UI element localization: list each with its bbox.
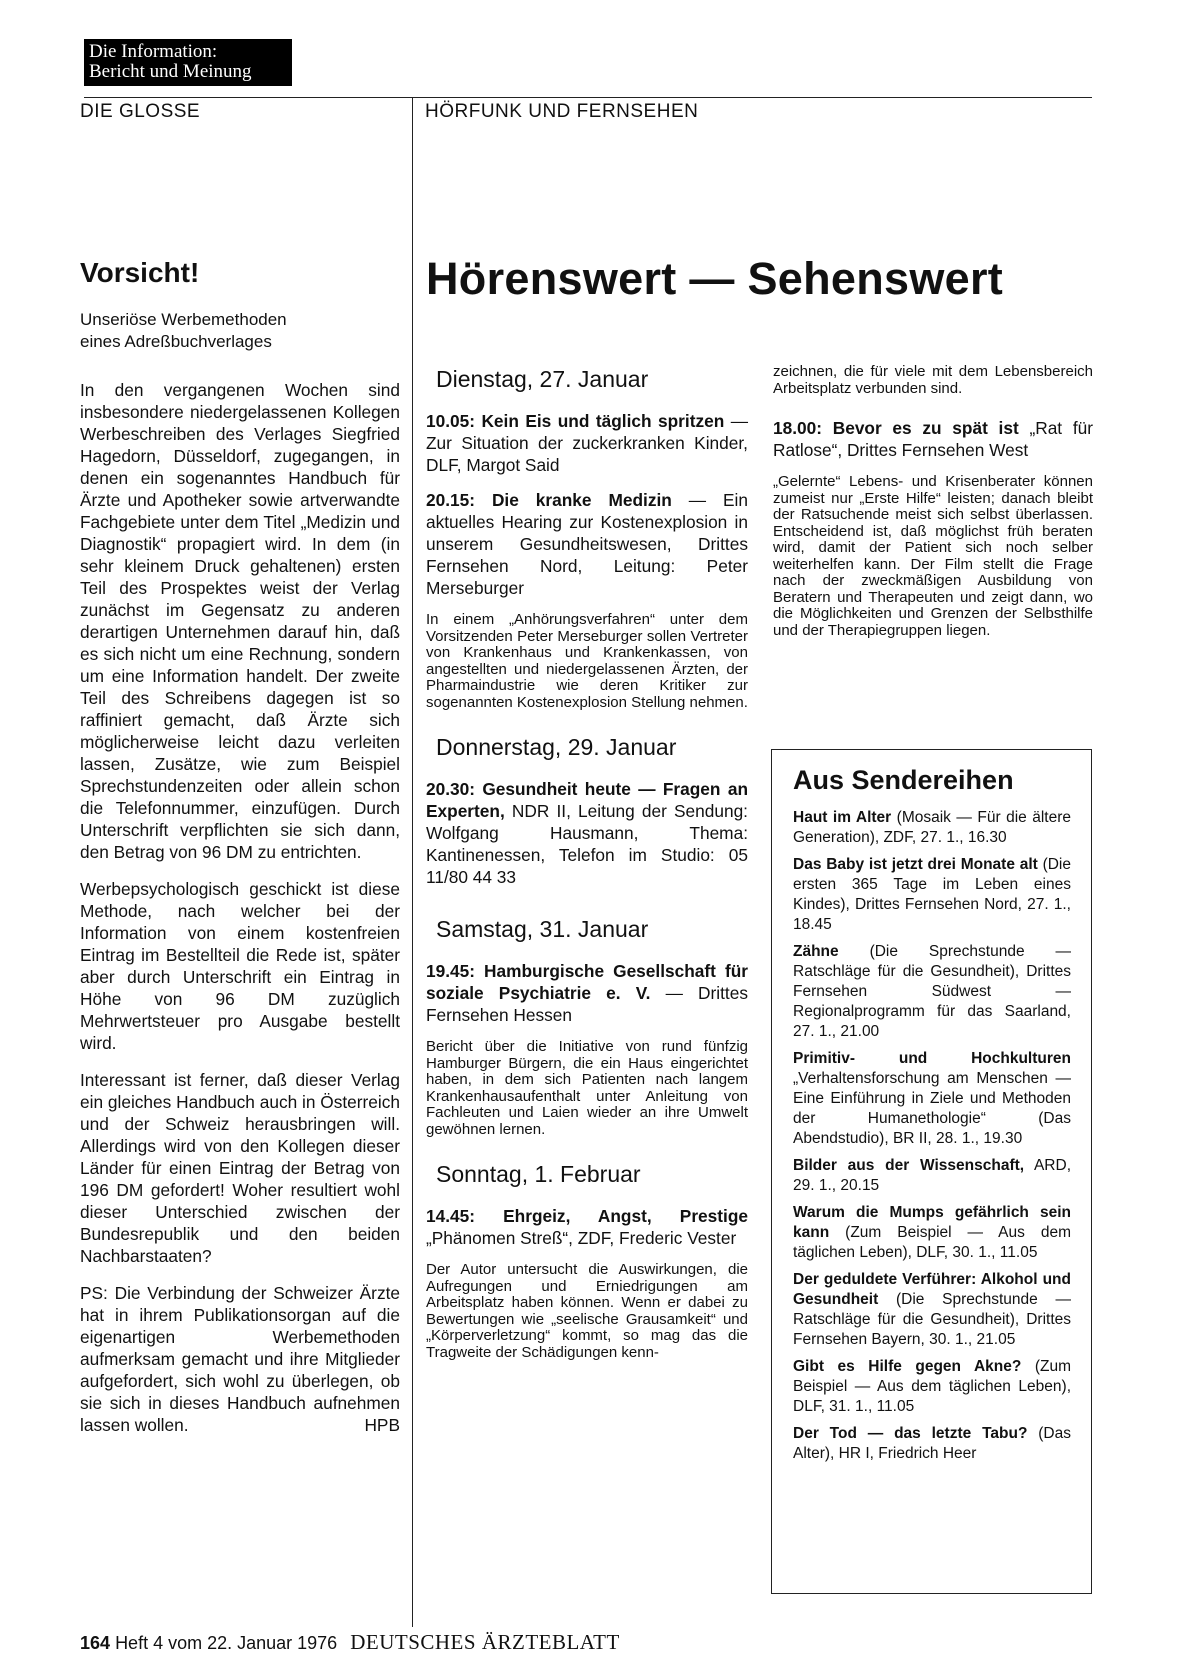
series-item-text: (Die Sprechstunde — Ratschläge für die Gesundheit), Drittes Fernsehen Bayern, 30. 1., 21.05	[793, 1291, 1071, 1348]
series-item-text: (Zum Beispiel — Aus dem täglichen Leben), DLF, 31. 1., 11.05	[793, 1358, 1071, 1415]
series-item	[793, 1203, 1071, 1263]
series-item-title: Warum die Mumps gefährlich sein kann	[793, 1204, 1071, 1241]
program-description: In einem „Anhörungsverfahren“ unter dem Vorsitzenden Peter Merseburger sollen Vertreter von Krankenhaus und Krankenkassen, von angestellten und niedergelassenen Ärzten, der Pharmaindustrie wie deren Kritiker zur sogenannten Kostenexplosion Stellung nehmen.	[426, 611, 748, 711]
section-label-radio-tv: HÖRFUNK UND FERNSEHEN	[425, 101, 699, 122]
glosse-subtitle-line-1: Unseriöse Werbemethoden	[80, 310, 287, 329]
program-description-continued: zeichnen, die für viele mit dem Lebensbereich Arbeitsplatz verbunden sind.	[773, 363, 1093, 397]
series-item-title: Primitiv- und Hochkulturen	[793, 1050, 1071, 1067]
glosse-title: Vorsicht!	[80, 257, 200, 288]
program-description: Der Autor untersucht die Auswirkungen, die Aufregungen und Erniedrigungen am Arbeitsplatz haben können. Wenn er dabei zu Bewertungen wie „seelische Grausamkeit“ und „Körperverletzung“ kommt, so mag das die Tragweite der Schädigungen kenn-	[426, 1261, 748, 1361]
program-entry	[426, 960, 748, 1026]
program-entry-text: — Zur Situation der zuckerkranken Kinder, DLF, Margot Said	[426, 411, 748, 475]
program-entry-text: — Ein aktuelles Hearing zur Kostenexplosion in unserem Gesundheitswesen, Drittes Fernsehen Nord, Leitung: Peter Merseburger	[426, 490, 748, 598]
day-heading-saturday: Samstag, 31. Januar	[436, 916, 649, 942]
glosse-subtitle	[80, 309, 400, 353]
program-description: „Gelernte“ Lebens- und Krisenberater können zumeist nur „Erste Hilfe“ leisten; danach bleibt der Ratsuchende meist sich selbst überlassen. Entscheidend ist, daß möglichst früh beraten wird, damit der Patient sich noch selber weiterhelfen kann. Der Film stellt die Frage nach der zweckmäßigen Ausbildung von Beratern und Therapeuten und zeigt dann, wo die Möglichkeiten und Grenzen der Selbsthilfe und der Therapiegruppen liegen.	[773, 473, 1093, 639]
series-item	[793, 1424, 1071, 1464]
program-entry-title: 18.00: Bevor es zu spät ist	[773, 418, 1019, 438]
column-divider	[412, 97, 413, 1627]
program-entry	[426, 489, 748, 599]
main-title: Hörenswert — Sehenswert	[426, 253, 1004, 304]
section-label-glosse: DIE GLOSSE	[80, 101, 201, 122]
program-description: Bericht über die Initiative von rund fünfzig Hamburger Bürgern, die ein Haus eingerichtet haben, in dem sich Patienten nach langem Krankenhausaufenthalt unter Anleitung von Fachleuten und Laien wieder an ihre Umwelt gewöhnen lernen.	[426, 1038, 748, 1138]
glosse-column	[80, 379, 400, 1451]
page-number: 164	[80, 1633, 111, 1653]
program-entry-title: 14.45: Ehrgeiz, Angst, Prestige	[426, 1206, 748, 1226]
day-heading-thursday: Donnerstag, 29. Januar	[436, 734, 677, 760]
series-item	[793, 942, 1071, 1042]
day-heading-sunday: Sonntag, 1. Februar	[436, 1161, 641, 1187]
series-item-title: Der geduldete Verführer: Alkohol und Gesundheit	[793, 1271, 1071, 1308]
program-entry-text: „Phänomen Streß“, ZDF, Frederic Vester	[426, 1228, 737, 1248]
series-item-title: Der Tod — das letzte Tabu?	[793, 1425, 1028, 1442]
program-entry-text: — Drittes Fernsehen Hessen	[426, 983, 748, 1025]
masthead-line-2: Bericht und Meinung	[89, 61, 252, 82]
series-item-title: Zähne	[793, 943, 839, 960]
series-item	[793, 855, 1071, 935]
program-entry	[426, 1205, 748, 1249]
masthead	[84, 39, 292, 86]
series-box	[771, 749, 1092, 1594]
program-entry-title: 10.05: Kein Eis und täglich spritzen	[426, 411, 725, 431]
glosse-paragraph-1: In den vergangenen Wochen sind insbesondere niedergelassenen Kollegen Werbeschreiben des Verlages Siegfried Hagedorn, Düsseldorf, zugegangen, in denen ein sogenanntes Handbuch für Ärzte und Apotheker sowie artverwandte Fachgebiete unter dem Titel „Medizin und Diagnostik“ propagiert wird. In dem (in sehr kleinem Druck gehaltenen) ersten Teil des Prospektes weist der Verlag zunächst im Gegensatz zu anderen derartigen Unternehmen darauf hin, daß es sich nicht um eine Rechnung, sondern um eine Information handelt. Der zweite Teil des Schreibens dagegen ist so raffiniert gemacht, daß Ärzte sich möglicherweise leicht dazu verleiten lassen, Zusätze, wie zum Beispiel Sprechstundenzeiten oder allein schon die Telefonnummer, einzufügen. Durch Unterschrift verpflichten sie sich dann, den Betrag von 96 DM zu entrichten.	[80, 380, 400, 862]
series-item	[793, 1049, 1071, 1149]
program-column-3	[773, 364, 1093, 661]
series-item	[793, 1357, 1071, 1417]
page-footer	[80, 1630, 620, 1655]
series-item	[793, 1270, 1071, 1350]
series-item-title: Gibt es Hilfe gegen Akne?	[793, 1358, 1022, 1375]
program-entry-title: 19.45: Hamburgische Gesellschaft für soziale Psychiatrie e. V.	[426, 961, 748, 1003]
glosse-subtitle-line-2: eines Adreßbuchverlages	[80, 332, 272, 351]
series-item-text: „Verhaltensforschung am Menschen — Eine Einführung in Ziele und Methoden der Humanethologie“ (Das Abendstudio), BR II, 28. 1., 19.30	[793, 1070, 1071, 1147]
glosse-ps-text: PS: Die Verbindung der Schweizer Ärzte hat in ihrem Publikationsorgan auf die eigenartigen Werbemethoden aufmerksam gemacht und ihre Mitglieder aufgefordert, sich wohl zu überlegen, ob sie sich in dieses Handbuch aufnehmen lassen wollen.	[80, 1283, 400, 1435]
program-entry-title: 20.15: Die kranke Medizin	[426, 490, 672, 510]
series-item-text: (Zum Beispiel — Aus dem täglichen Leben), DLF, 30. 1., 11.05	[793, 1224, 1071, 1261]
glosse-paragraph-4	[80, 1282, 400, 1436]
glosse-signature: HPB	[364, 1415, 400, 1435]
series-item-title: Bilder aus der Wissenschaft,	[793, 1157, 1025, 1174]
series-item-text: (Die Sprechstunde — Ratschläge für die Gesundheit), Drittes Fernsehen Südwest — Regionalprogramm für das Saarland, 27. 1., 21.00	[793, 943, 1071, 1040]
series-item	[793, 808, 1071, 848]
program-entry-text: „Rat für Ratlose“, Drittes Fernsehen West	[773, 418, 1093, 460]
series-item-title: Das Baby ist jetzt drei Monate alt	[793, 856, 1038, 873]
glosse-paragraph-3: Interessant ist ferner, daß dieser Verlag ein gleiches Handbuch auch in Österreich und der Schweiz herausbringen will. Allerdings wird von den Kollegen dieser Länder für einen Eintrag der Betrag von 196 DM gefordert! Woher resultiert wohl dieser Unterschied zwischen der Bundesrepublik und den beiden Nachbarstaaten?	[80, 1070, 400, 1266]
day-heading-tuesday: Dienstag, 27. Januar	[436, 366, 649, 392]
journal-name: DEUTSCHES ÄRZTEBLATT	[350, 1630, 620, 1654]
series-item-title: Haut im Alter	[793, 809, 892, 826]
program-entry-text: NDR II, Leitung der Sendung: Wolfgang Hausmann, Thema: Kantinenessen, Telefon im Studio: 05 11/80 44 33	[426, 801, 748, 887]
glosse-paragraph-2: Werbepsychologisch geschickt ist diese Methode, nach welcher bei der Information von einem kostenfreien Eintrag im Bestellteil die Rede ist, später aber durch Unterschrift ein Eintrag in Höhe von 96 DM zuzüglich Mehrwertsteuer pro Ausgabe bestellt wird.	[80, 879, 400, 1053]
series-item	[793, 1156, 1071, 1196]
series-item-text: (Die ersten 365 Tage im Leben eines Kindes), Drittes Fernsehen Nord, 27. 1., 18.45	[793, 856, 1072, 933]
program-entry	[426, 778, 748, 888]
series-title: Aus Sendereihen	[793, 765, 1014, 795]
series-item-text: ARD, 29. 1., 20.15	[793, 1157, 1071, 1194]
program-entry	[773, 417, 1093, 461]
program-column-2	[426, 365, 748, 1383]
masthead-line-1: Die Information:	[89, 41, 218, 62]
top-rule	[84, 97, 1092, 98]
series-item-text: (Das Alter), HR I, Friedrich Heer	[793, 1425, 1071, 1462]
program-entry-title: 20.30: Gesundheit heute — Fragen an Experten,	[426, 779, 748, 821]
series-item-text: (Mosaik — Für die ältere Generation), ZDF, 27. 1., 16.30	[793, 809, 1071, 846]
issue-info: Heft 4 vom 22. Januar 1976	[115, 1633, 338, 1653]
program-entry	[426, 410, 748, 476]
